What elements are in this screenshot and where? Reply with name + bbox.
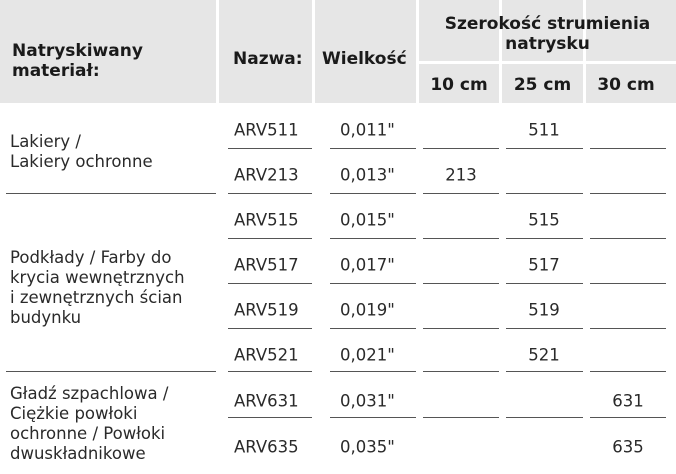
cell-name: ARV521 (234, 345, 299, 365)
cell-size: 0,019" (340, 300, 395, 320)
row-divider (330, 417, 416, 418)
row-divider (423, 371, 499, 372)
header-divider (216, 0, 219, 103)
header-divider (312, 0, 315, 103)
row-divider (423, 417, 499, 418)
row-divider (423, 283, 499, 284)
row-divider (590, 148, 666, 149)
row-divider (228, 371, 312, 372)
cell-width-25: 517 (528, 255, 560, 275)
cell-width-25: 511 (528, 120, 560, 140)
cell-size: 0,017" (340, 255, 395, 275)
cell-name: ARV515 (234, 210, 299, 230)
row-divider (228, 193, 312, 194)
row-divider (506, 238, 583, 239)
row-divider (330, 193, 416, 194)
row-divider (590, 328, 666, 329)
group-divider (6, 193, 216, 194)
header-width-30: 30 cm (597, 75, 655, 95)
cell-name: ARV213 (234, 165, 299, 185)
row-divider (423, 193, 499, 194)
cell-size: 0,013" (340, 165, 395, 185)
row-divider (506, 283, 583, 284)
cell-width-25: 521 (528, 345, 560, 365)
row-divider (330, 283, 416, 284)
cell-name: ARV517 (234, 255, 299, 275)
material-group-podklady: Podkłady / Farby do krycia wewnętrznych i zewnętrznych ścian budynku (10, 248, 185, 327)
cell-size: 0,031" (340, 391, 395, 411)
cell-width-30: 631 (612, 391, 644, 411)
row-divider (228, 328, 312, 329)
cell-name: ARV519 (234, 300, 299, 320)
header-material: Natryskiwany materiał: (12, 41, 143, 81)
row-divider (228, 238, 312, 239)
header-width-group: Szerokość strumienia natrysku (444, 14, 651, 54)
row-divider (506, 193, 583, 194)
material-group-lakiery: Lakiery / Lakiery ochronne (10, 132, 153, 171)
cell-width-25: 515 (528, 210, 560, 230)
row-divider (423, 238, 499, 239)
row-divider (590, 371, 666, 372)
cell-size: 0,021" (340, 345, 395, 365)
cell-name: ARV511 (234, 120, 299, 140)
cell-size: 0,011" (340, 120, 395, 140)
row-divider (590, 417, 666, 418)
row-divider (330, 371, 416, 372)
row-divider (506, 328, 583, 329)
row-divider (590, 283, 666, 284)
header-name: Nazwa: (233, 49, 303, 69)
row-divider (330, 238, 416, 239)
row-divider (330, 148, 416, 149)
row-divider (228, 417, 312, 418)
row-divider (506, 417, 583, 418)
row-divider (228, 148, 312, 149)
cell-size: 0,035" (340, 437, 395, 457)
group-divider (6, 371, 216, 372)
row-divider (590, 193, 666, 194)
header-divider (419, 61, 676, 64)
header-width-25: 25 cm (513, 75, 572, 95)
row-divider (590, 238, 666, 239)
row-divider (423, 328, 499, 329)
cell-name: ARV631 (234, 391, 299, 411)
cell-width-25: 519 (528, 300, 560, 320)
header-size: Wielkość (322, 49, 407, 69)
row-divider (506, 371, 583, 372)
cell-name: ARV635 (234, 437, 299, 457)
cell-size: 0,015" (340, 210, 395, 230)
cell-width-30: 635 (612, 437, 644, 457)
header-width-10: 10 cm (430, 75, 488, 95)
cell-width-10: 213 (445, 165, 477, 185)
material-group-gladz: Gładź szpachlowa / Ciężkie powłoki ochronne / Powłoki dwuskładnikowe (10, 384, 169, 463)
row-divider (228, 283, 312, 284)
row-divider (423, 148, 499, 149)
row-divider (506, 148, 583, 149)
row-divider (330, 328, 416, 329)
